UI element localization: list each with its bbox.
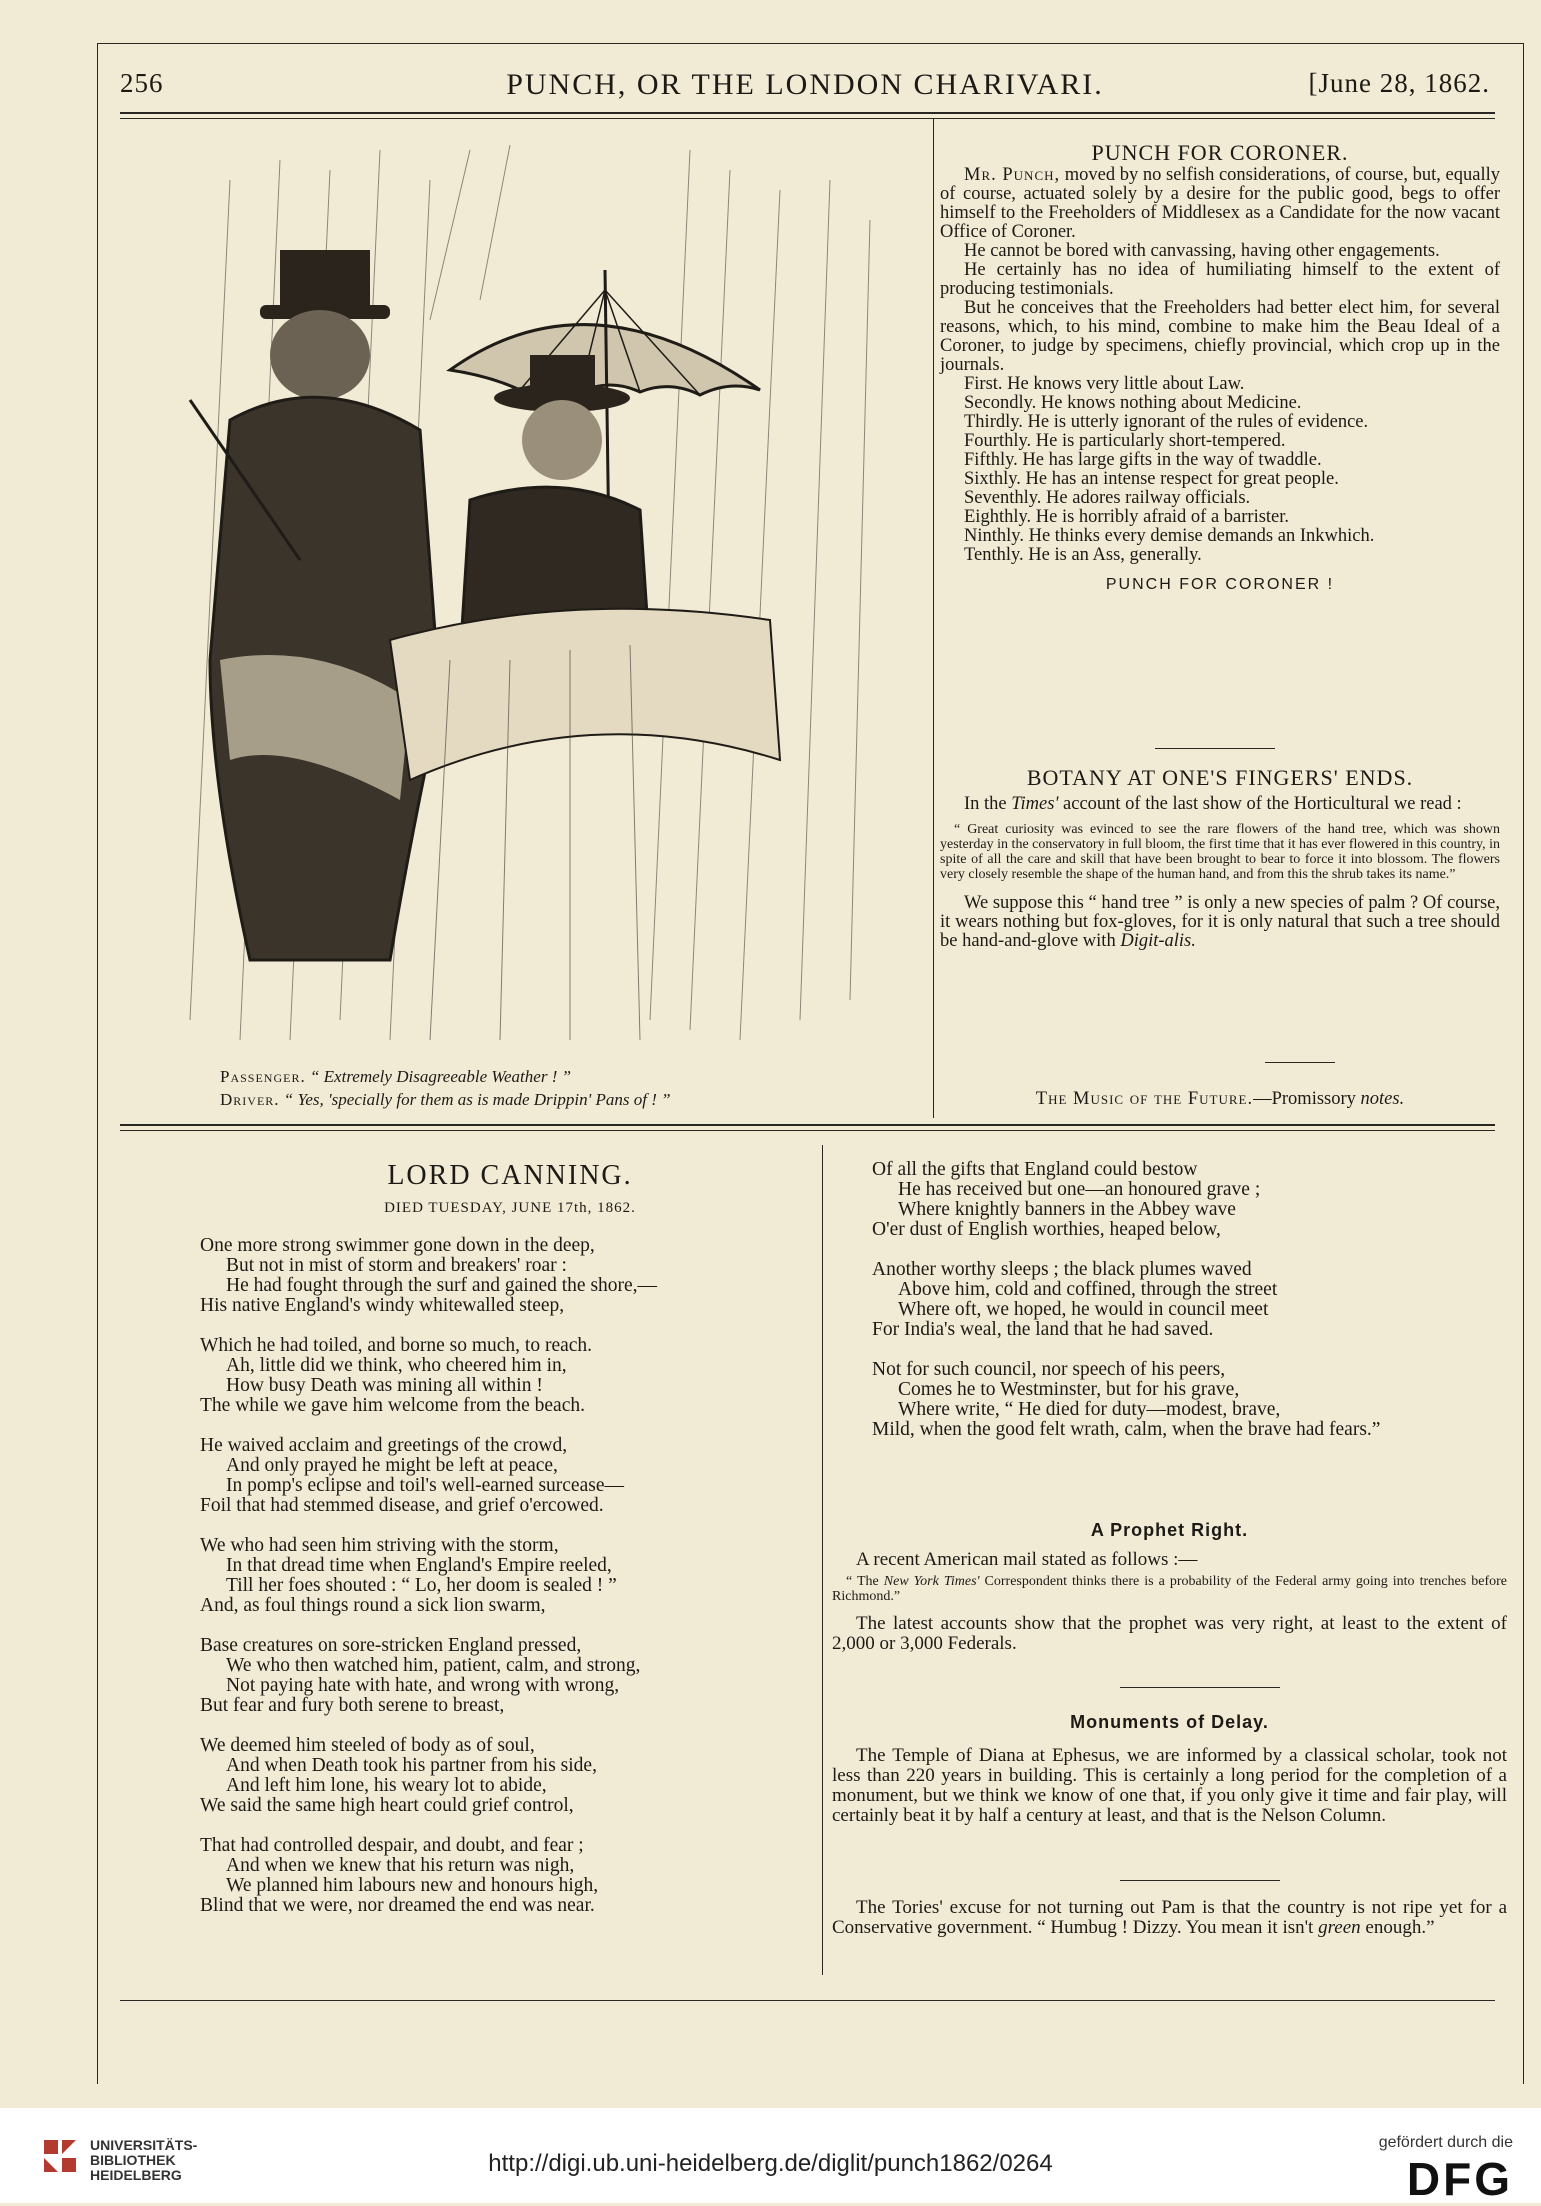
reason-item: Fifthly. He has large gifts in the way of twaddle. <box>964 450 1322 470</box>
poem-stanza <box>200 1436 820 1516</box>
caption-text: “ Yes, 'specially for them as is made Drippin' Pans of ! ” <box>283 1090 671 1109</box>
poem-stanza <box>200 1636 820 1716</box>
poem-line: We said the same high heart could grief control, <box>200 1795 574 1816</box>
item-label: The Music of the Future. <box>1035 1089 1254 1109</box>
funding-note: gefördert durch die <box>1378 2134 1513 2151</box>
poem-stanza <box>200 1736 820 1816</box>
column-divider <box>933 118 934 1118</box>
poem-line: Where knightly banners in the Abbey wave <box>898 1199 1236 1220</box>
paragraph: He certainly has no idea of humiliating himself to the extent of producing testimonials. <box>940 260 1500 299</box>
poem-line: But fear and fury both serene to breast, <box>200 1695 505 1716</box>
text: Correspondent thinks there is a probability of the Federal army going into trenches before Richmond.” <box>832 1574 1507 1604</box>
poem-line: Not paying hate with hate, and wrong with wrong, <box>226 1675 620 1696</box>
bottom-rule <box>120 2000 1495 2001</box>
poem-stanza <box>200 1236 820 1316</box>
caption-line-passenger <box>220 1065 920 1088</box>
article-title: BOTANY AT ONE'S FINGERS' ENDS. <box>1026 765 1414 790</box>
poem-line: Mild, when the good felt wrath, calm, when the brave had fears.” <box>872 1419 1381 1440</box>
poem-line: And, as foul things round a sick lion swarm, <box>200 1595 546 1616</box>
library-line: HEIDELBERG <box>90 2167 182 2183</box>
library-line: UNIVERSITÄTS- <box>90 2137 198 2153</box>
reason-item: Seventhly. He adores railway officials. <box>964 488 1251 508</box>
cartoon-caption <box>220 1065 920 1111</box>
poem-stanzas <box>872 1160 1512 1440</box>
paragraph: The latest accounts show that the prophet was very right, at least to the extent of 2,000 or 3,000 Federals. <box>832 1613 1507 1654</box>
paragraph <box>940 166 1500 242</box>
poem-line: Base creatures on sore-stricken England pressed, <box>200 1635 582 1656</box>
library-line: BIBLIOTHEK <box>90 2152 176 2168</box>
item-music-of-future <box>940 1090 1500 1109</box>
newspaper-name: New York Times' <box>883 1574 980 1589</box>
quotation: “ Great curiosity was evinced to see the rare flowers of the hand tree, which was shown yesterday in the conservatory in full bloom, the first time that it has ever flowered in this country, in spite of all the care and skill that have been brought to bear to force it into blossom. The flowers very closely resemble the shape of the human hand, and from this the shrub takes its name.” <box>940 822 1500 882</box>
poem-line: Comes he to Westminster, but for his grave, <box>898 1379 1240 1400</box>
poem-line: And when we knew that his return was nigh, <box>226 1855 575 1876</box>
poem-line: Of all the gifts that England could bestow <box>872 1159 1198 1180</box>
paragraph: A recent American mail stated as follows :— <box>856 1549 1198 1570</box>
paragraph <box>940 795 1500 814</box>
reason-item: Ninthly. He thinks every demise demands an Inkwhich. <box>964 526 1375 546</box>
poem-line: One more strong swimmer gone down in the deep, <box>200 1235 595 1256</box>
item-tories <box>832 1898 1507 1938</box>
article-monuments-of-delay <box>832 1712 1507 1826</box>
masthead-title: PUNCH, OR THE LONDON CHARIVARI. <box>506 68 1104 101</box>
poem-stanza <box>872 1160 1512 1240</box>
article-title: PUNCH FOR CORONER. <box>1091 140 1349 165</box>
paragraph <box>940 894 1500 951</box>
caption-speaker: Driver. <box>220 1090 280 1109</box>
reason-item: Thirdly. He is utterly ignorant of the rules of evidence. <box>964 412 1369 432</box>
poem-line: Where write, “ He died for duty—modest, brave, <box>898 1399 1281 1420</box>
paragraph: The Temple of Diana at Ephesus, we are informed by a classical scholar, took not less than 220 years in building. This is certainly a long period for the completion of a monument, but we think we know of one that, if you only give it time and fair play, will certainly beat it by half a century at least, and that is the Nelson Column. <box>832 1745 1507 1826</box>
poem-line: For India's weal, the land that he had saved. <box>872 1319 1214 1340</box>
quotation <box>832 1574 1507 1604</box>
article-title: A Prophet Right. <box>1090 1520 1249 1540</box>
text: enough.” <box>1360 1917 1435 1938</box>
poem-stanza <box>872 1260 1512 1340</box>
poem-stanza <box>200 1536 820 1616</box>
paragraph: But he conceives that the Freeholders had better elect him, for several reasons, which, to his mind, combine to make him the Beau Ideal of a Coroner, to judge by specimens, chiefly provincial, which crop up in the journals. <box>940 298 1500 375</box>
poem-line: He had fought through the surf and gained the shore,— <box>226 1275 658 1296</box>
item-text: —Promissory <box>1253 1089 1361 1109</box>
reasons-list <box>940 375 1500 565</box>
poem-stanza <box>872 1360 1512 1440</box>
poem-line: In that dread time when England's Empire reeled, <box>226 1555 612 1576</box>
poem-subtitle: DIED TUESDAY, JUNE 17th, 1862. <box>384 1200 636 1216</box>
reason-item: Sixthly. He has an intense respect for great people. <box>964 469 1339 489</box>
page-header <box>120 68 1490 108</box>
separator <box>1120 1687 1280 1688</box>
caption-text: “ Extremely Disagreeable Weather ! ” <box>309 1067 572 1086</box>
pun-word: Digit-alis. <box>1120 931 1196 951</box>
poem-line: Not for such council, nor speech of his peers, <box>872 1359 1226 1380</box>
poem-line: That had controlled despair, and doubt, and fear ; <box>200 1835 584 1856</box>
text: The Tories' excuse for not turning out Pam is that the country is not ripe yet for a Conservative government. “ Humbug ! Dizzy. You mean it isn't <box>832 1897 1507 1938</box>
poem-line: Where oft, we hoped, he would in council meet <box>898 1299 1269 1320</box>
poem-stanza <box>200 1836 820 1916</box>
poem-line: And only prayed he might be left at peace, <box>226 1455 558 1476</box>
paragraph-text: moved by no selfish considerations, of course, but, equally of course, actuated solely by a desire for the public good, begs to offer himself to the Freeholders of Middlesex as a Candidate for the now vacant Office of Coroner. <box>940 165 1500 242</box>
poem-stanza <box>200 1336 820 1416</box>
poem-line: And left him lone, his weary lot to abide, <box>226 1775 547 1796</box>
poem-lord-canning <box>200 1160 820 1936</box>
poem-line: We deemed him steeled of body as of soul, <box>200 1735 535 1756</box>
reason-item: Tenthly. He is an Ass, generally. <box>964 545 1202 565</box>
reason-item: Fourthly. He is particularly short-tempered. <box>964 431 1286 451</box>
reason-item: Secondly. He knows nothing about Medicine. <box>964 393 1302 413</box>
poem-line: Till her foes shouted : “ Lo, her doom is sealed ! ” <box>226 1575 617 1596</box>
separator <box>1265 1062 1335 1063</box>
pun-word: green <box>1318 1917 1361 1938</box>
cartoon-illustration <box>170 140 910 1060</box>
article-prophet-right <box>832 1520 1507 1654</box>
reason-item: Eighthly. He is horribly afraid of a barrister. <box>964 507 1290 527</box>
dfg-logo: DFG <box>1406 2153 1513 2205</box>
poem-lord-canning-continued <box>872 1160 1512 1460</box>
newspaper-name: Times' <box>1011 794 1059 814</box>
separator <box>1155 748 1275 749</box>
section-rule <box>120 1124 1495 1131</box>
article-punch-for-coroner <box>940 140 1500 594</box>
text: We suppose this “ hand tree ” is only a new species of palm ? Of course, it wears nothing but fox-gloves, for it is only natural that such a tree should be hand-and-glove with <box>940 893 1500 951</box>
header-rule <box>120 112 1495 119</box>
poem-line: O'er dust of English worthies, heaped below, <box>872 1219 1221 1240</box>
paragraph <box>832 1898 1507 1938</box>
reason-item: First. He knows very little about Law. <box>964 374 1245 394</box>
caption-line-driver <box>220 1088 920 1111</box>
separator <box>1120 1880 1280 1881</box>
article-botany <box>940 765 1500 951</box>
text: account of the last show of the Horticultural we read : <box>1058 794 1462 814</box>
poem-line: And when Death took his partner from his side, <box>226 1755 597 1776</box>
text: In the <box>964 794 1012 814</box>
page-number: 256 <box>120 68 164 98</box>
poem-line: Foil that had stemmed disease, and grief o'ercowed. <box>200 1495 604 1516</box>
poem-line: We who then watched him, patient, calm, and strong, <box>226 1655 641 1676</box>
poem-line: But not in mist of storm and breakers' roar : <box>226 1255 567 1276</box>
poem-line: Which he had toiled, and borne so much, to reach. <box>200 1335 593 1356</box>
lead-words: Mr. Punch, <box>964 165 1061 185</box>
poem-stanzas <box>200 1236 820 1916</box>
poem-line: His native England's windy whitewalled steep, <box>200 1295 565 1316</box>
paragraph: He cannot be bored with canvassing, having other engagements. <box>964 241 1440 261</box>
issue-date: [June 28, 1862. <box>1308 68 1490 98</box>
slogan: PUNCH FOR CORONER ! <box>1105 576 1335 593</box>
poem-line: In pomp's eclipse and toil's well-earned surcease— <box>226 1475 624 1496</box>
poem-line: How busy Death was mining all within ! <box>226 1375 543 1396</box>
poem-line: The while we gave him welcome from the beach. <box>200 1395 585 1416</box>
source-url[interactable]: http://digi.ub.uni-heidelberg.de/diglit/punch1862/0264 <box>488 2150 1053 2177</box>
poem-line: Blind that we were, nor dreamed the end was near. <box>200 1895 595 1916</box>
item-pun: notes. <box>1360 1089 1405 1109</box>
poem-line: Ah, little did we think, who cheered him in, <box>226 1355 567 1376</box>
text: “ The <box>846 1574 884 1589</box>
poem-line: We who had seen him striving with the storm, <box>200 1535 559 1556</box>
article-title: Monuments of Delay. <box>1070 1712 1269 1732</box>
poem-line: Above him, cold and coffined, through the street <box>898 1279 1278 1300</box>
digitization-footer <box>0 2108 1541 2203</box>
column-divider <box>822 1145 823 1975</box>
poem-title: LORD CANNING. <box>387 1160 633 1191</box>
poem-line: He has received but one—an honoured grave ; <box>898 1179 1261 1200</box>
caption-speaker: Passenger. <box>220 1067 306 1086</box>
poem-line: Another worthy sleeps ; the black plumes waved <box>872 1259 1252 1280</box>
poem-line: He waived acclaim and greetings of the crowd, <box>200 1435 568 1456</box>
poem-line: We planned him labours new and honours high, <box>226 1875 599 1896</box>
